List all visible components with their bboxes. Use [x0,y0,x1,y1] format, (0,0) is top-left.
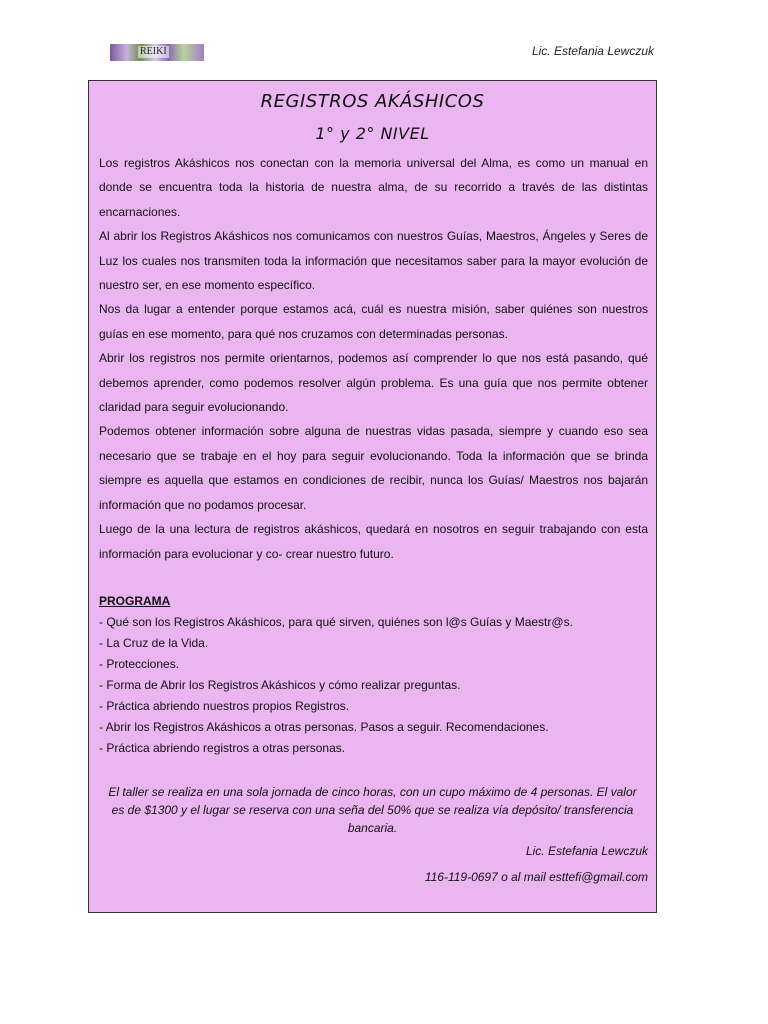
logo-text: REIKI [140,46,167,57]
document-subtitle: 1° y 2° NIVEL [315,124,430,143]
reiki-logo-image [110,44,204,61]
document-title: REGISTROS AKÁSHICOS [260,91,485,112]
program-item: - Forma de Abrir los Registros Akáshicos y cómo realizar preguntas. [99,678,461,692]
program-item: - Qué son los Registros Akáshicos, para qué sirven, quiénes son l@s Guías y Maestr@s. [99,615,573,629]
document-body [99,151,648,566]
workshop-note: El taller se realiza en una sola jornada de cinco horas, con un cupo máximo de 4 personas. El valor es de $1300 y el lugar se reserva con una seña del 50% que se realiza vía depósito/ transferencia bancaria. [108,785,637,835]
program-item: - Protecciones. [99,657,180,671]
document-box [88,80,657,913]
contact-details: 116-119-0697 o al mail esttefi@gmail.com [424,870,648,884]
header-author: Lic. Estefania Lewczuk [531,44,654,58]
paragraph: Luego de la una lectura de registros akáshicos, quedará en nosotros en seguir trabajando con esta información para evolucionar y co- crear nuestro futuro. [99,522,648,561]
program-item: - Abrir los Registros Akáshicos a otras personas. Pasos a seguir. Recomendaciones. [99,720,549,734]
program-heading: PROGRAMA [99,594,171,608]
paragraph: Podemos obtener información sobre alguna de nuestras vidas pasada, siempre y cuando eso sea necesario que se trabaje en el hoy para seguir evolucionando. Toda la información que se brinda siempre es aquella que estamos en condiciones de recibir, nunca los Guías/ Maestros nos bajarán información que no podamos procesar. [99,424,648,512]
paragraph: Abrir los registros nos permite orientarnos, podemos así comprender lo que nos está pasando, qué debemos aprender, como podemos resolver algún problema. Es una guía que nos permite obtener claridad para seguir evolucionando. [99,351,648,415]
program-item: - Práctica abriendo nuestros propios Registros. [99,699,350,713]
paragraph: Nos da lugar a entender porque estamos acá, cuál es nuestra misión, saber quiénes son nuestros guías en ese momento, para qué nos cruzamos con determinadas personas. [99,302,648,341]
program-item: - La Cruz de la Vida. [99,636,209,650]
paragraph: Los registros Akáshicos nos conectan con la memoria universal del Alma, es como un manual en donde se encuentra toda la historia de nuestra alma, de su recorrido a través de las distintas encarnaciones. [99,156,648,219]
program-list [99,612,648,759]
program-section [99,591,648,759]
paragraph: Al abrir los Registros Akáshicos nos comunicamos con nuestros Guías, Maestros, Ángeles y Seres de Luz los cuales nos transmiten toda la información que necesitamos saber para la mayor evolución de nuestro ser, en ese momento específico. [99,229,648,293]
program-item: - Práctica abriendo registros a otras personas. [99,741,346,755]
contact-name: Lic. Estefania Lewczuk [525,844,648,858]
